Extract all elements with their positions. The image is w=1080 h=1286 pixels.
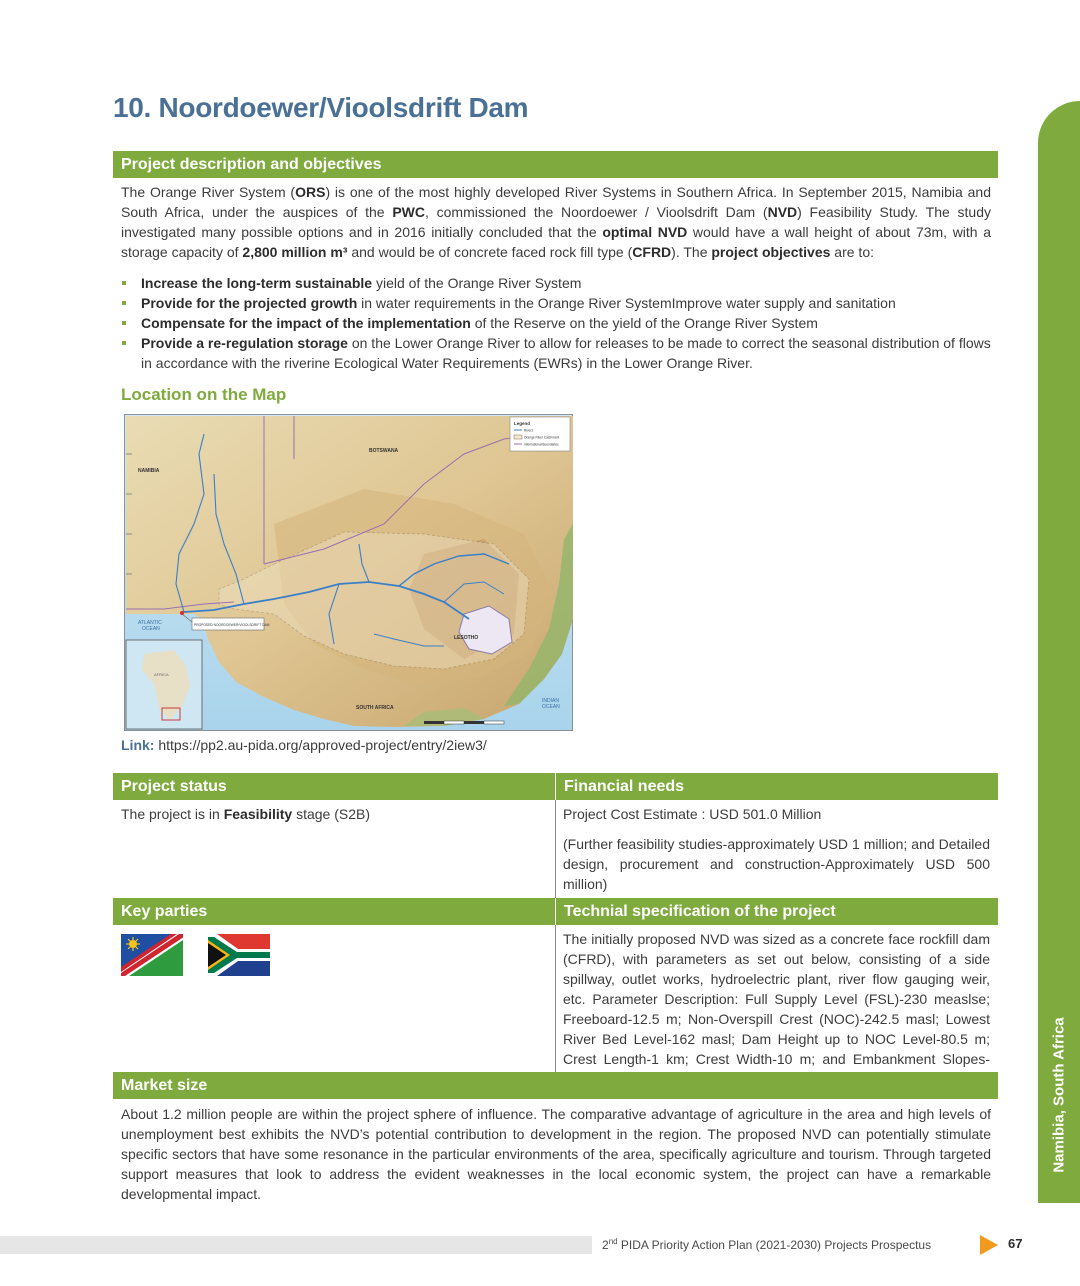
svg-text:International Boundaries: International Boundaries xyxy=(524,442,559,447)
objective-item: Provide a re-regulation storage on the Lower Orange River to allow for releases to be made to correct the seasonal distribution of flows in accordance with the riverine Ecological Water Requirements (EWRs) in the Lower Orange River. xyxy=(121,333,991,373)
dam-marker xyxy=(180,611,184,615)
map-label-indian: INDIAN xyxy=(542,698,559,704)
objective-item: Increase the long-term sustainable yield of the Orange River System xyxy=(121,273,991,293)
map-dam-callout: PROPOSED NOORDOEWER/VIOOLSDRIFT DAM xyxy=(194,623,270,627)
section-header-project-status: Project status xyxy=(113,773,555,800)
section-header-description: Project description and objectives xyxy=(113,151,998,178)
namibia-flag xyxy=(121,934,183,976)
section-header-market-size: Market size xyxy=(113,1072,998,1099)
map-label-botswana: BOTSWANA xyxy=(369,448,399,454)
svg-text:Orange River Catchment: Orange River Catchment xyxy=(524,435,560,440)
south-africa-flag xyxy=(208,934,270,976)
country-side-tab-label: Namibia, South Africa xyxy=(1050,1017,1068,1173)
footer-bar xyxy=(0,1236,592,1254)
map-label-atlantic: ATLANTIC xyxy=(138,620,162,626)
map-label-indian-ocean: OCEAN xyxy=(542,704,560,710)
location-map xyxy=(124,414,573,731)
footer-title: 2nd PIDA Priority Action Plan (2021-2030) Projects Prospectus xyxy=(602,1237,932,1252)
section-header-technical-spec: Technial specification of the project xyxy=(556,898,998,925)
map-label-south-africa: SOUTH AFRICA xyxy=(356,705,394,711)
market-size-text: About 1.2 million people are within the project sphere of influence. The comparative advantage of agriculture in the area and high levels of unemployment best exhibits the NVD’s potential contribution to development in the region. The proposed NVD can potentially stimulate specific sectors that have some resonance in the particular environments of the area, specifically agriculture and tourism. Through targeted support measures that look to address the evident weaknesses in the local economic system, the project can have a remarkable developmental impact. xyxy=(121,1106,991,1202)
map-label-namibia: NAMIBIA xyxy=(138,468,160,474)
table-divider-2 xyxy=(555,925,556,1072)
project-status-text: The project is in Feasibility stage (S2B) xyxy=(121,806,371,822)
objective-item: Provide for the projected growth in water requirements in the Orange River SystemImprove water supply and sanitation xyxy=(121,293,991,313)
map-scale-bar xyxy=(424,721,504,724)
page-number: 67 xyxy=(1008,1236,1023,1251)
financial-estimate: Project Cost Estimate : USD 501.0 Million xyxy=(563,806,822,822)
map-label-lesotho: LESOTHO xyxy=(454,635,479,641)
section-header-key-parties: Key parties xyxy=(113,898,555,925)
table-divider xyxy=(555,800,556,898)
map-section-title: Location on the Map xyxy=(121,385,287,404)
footer-arrow-icon xyxy=(980,1235,998,1255)
objective-item: Compensate for the impact of the implementation of the Reserve on the yield of the Orange River System xyxy=(121,313,991,333)
svg-text:Rivers: Rivers xyxy=(524,428,534,433)
project-link[interactable]: Link: https://pp2.au-pida.org/approved-project/entry/2iew3/ xyxy=(121,737,487,753)
financial-details: (Further feasibility studies-approximately USD 1 million; and Detailed design, procurement and construction-Approximately USD 500 million) xyxy=(563,836,990,892)
svg-text:Legend: Legend xyxy=(514,421,531,426)
description-paragraph: The Orange River System (ORS) is one of the most highly developed River Systems in Southern Africa. In September 2015, Namibia and South Africa, under the auspices of the PWC, commissioned the Noordoewer / Vioolsdrift Dam (NVD) Feasibility Study. The study investigated many possible options and in 2016 initially concluded that the optimal NVD would have a wall height of about 73m, with a storage capacity of 2,800 million m³ and would be of concrete faced rock fill type (CFRD). The project objectives are to: xyxy=(121,184,992,260)
project-link-url[interactable]: https://pp2.au-pida.org/approved-project/entry/2iew3/ xyxy=(158,737,487,753)
page-title: 10. Noordoewer/Vioolsdrift Dam xyxy=(113,92,529,123)
map-label-atlantic-ocean: OCEAN xyxy=(142,626,160,632)
section-header-financial-needs: Financial needs xyxy=(556,773,998,800)
technical-spec-text: The initially proposed NVD was sized as a concrete face rockfill dam (CFRD), with parameters as set out below, consisting of a side spillway, outlet works, hydroelectric plant, river flow gauging weir, etc. Parameter Description: Full Supply Level (FSL)-230 measlse; Freeboard-12.5 m; Non-Overspill Crest (NOC)-242.5 masl; Lowest River Bed Level-162 masl; Dam Height up to NOC Level-80.5 m; Crest Length-1 km; Crest Width-10 m; and Embankment Slopes- xyxy=(563,931,990,1067)
objectives-list xyxy=(121,273,991,373)
svg-text:AFRICA: AFRICA xyxy=(154,672,169,677)
